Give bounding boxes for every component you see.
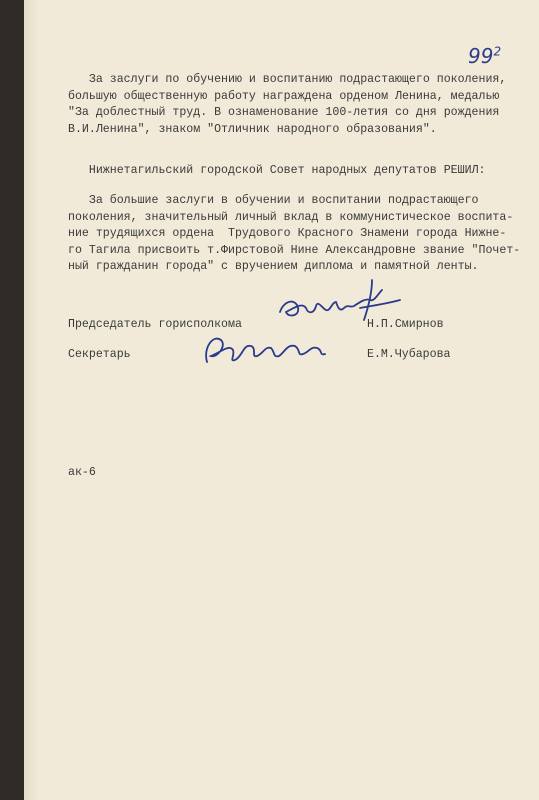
text-line: За заслуги по обучению и воспитанию подрастающего поколения, [68,73,507,86]
text-line: В.И.Ленина", знаком "Отличник народного образования". [68,122,437,136]
secretary-signature [199,322,359,370]
text-line: Нижнетагильский городской Совет народных депутатов РЕШИЛ: [68,164,486,177]
chairman-role: Председатель горисполкома [68,318,242,331]
text-line: "За доблестный труд. В ознаменование 100-летия со дня рождения [68,106,500,120]
chairman-signature [274,278,404,328]
paragraph-awards [68,72,508,138]
text-line: го Тагила присвоить т.Фирстовой Нине Александровне звание "Почет- [68,243,521,257]
text-line: ние трудящихся ордена Трудового Красного Знамени города Нижне- [68,227,507,241]
chairman-name: Н.П.Смирнов [367,318,444,331]
text-line: За большие заслуги в обучении и воспитании подрастающего [68,194,479,207]
text-line: большую общественную работу награждена орденом Ленина, медалью [68,89,500,103]
paragraph-decision-header [68,163,508,180]
secretary-name: Е.М.Чубарова [367,348,451,361]
paragraph-decision [68,193,521,276]
document-page [24,0,539,800]
text-line: ный гражданин города" с вручением диплома и памятной ленты. [68,260,479,274]
document-reference: ак-6 [68,466,96,479]
secretary-role: Секретарь [68,348,131,361]
text-line: поколения, значительный личный вклад в коммунистическое воспита- [68,210,514,224]
page-number-main: 99 [468,44,494,68]
page-number [468,44,501,68]
page-number-sup: 2 [493,44,502,59]
